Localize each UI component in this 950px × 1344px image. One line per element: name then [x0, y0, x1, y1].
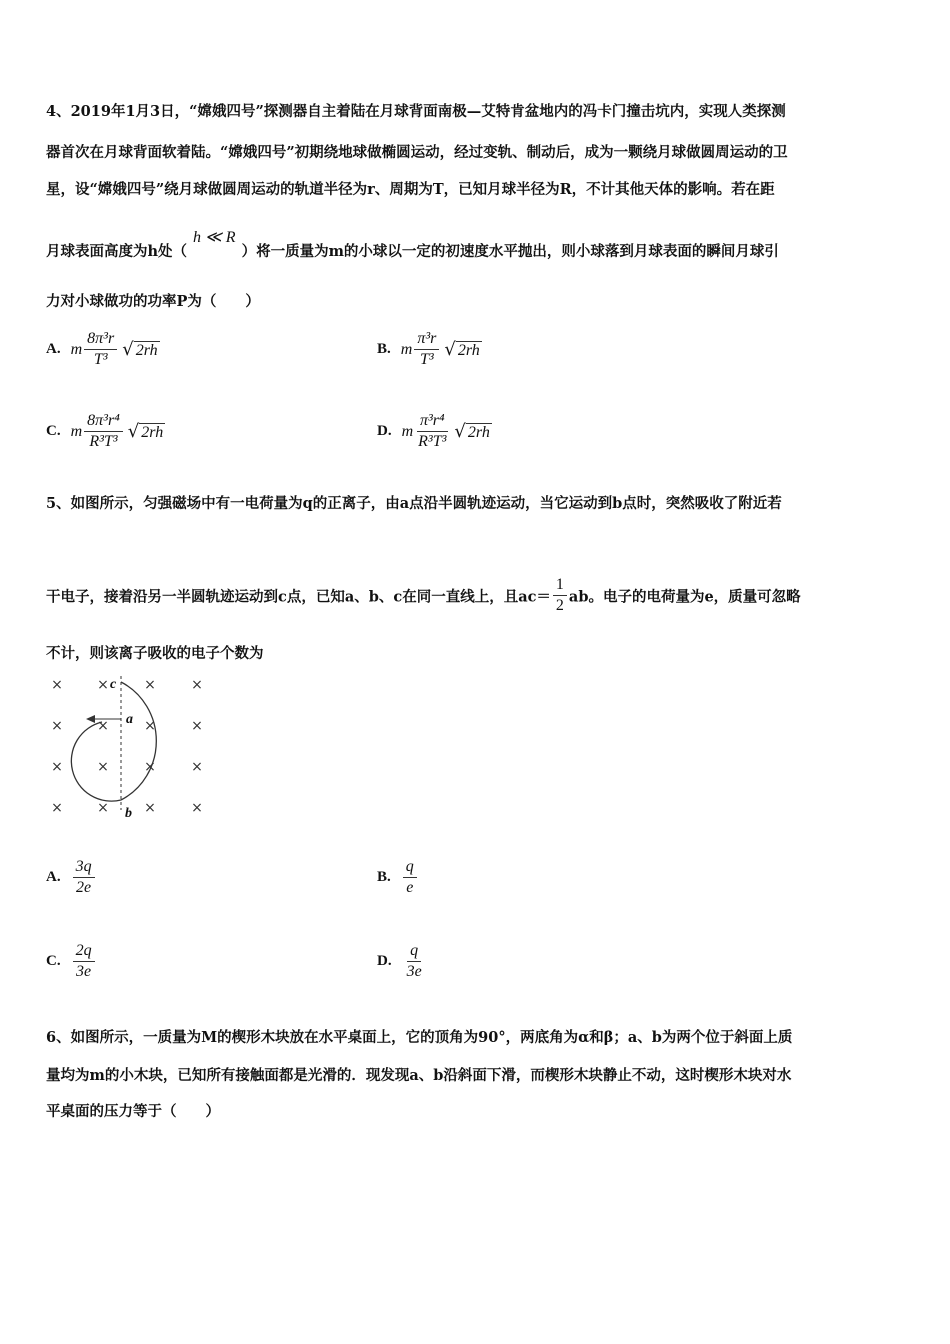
coef: m [401, 422, 414, 440]
q4-line-4 [46, 229, 779, 261]
field-cross: × [191, 759, 203, 775]
option-letter: B. [377, 869, 391, 885]
option-letter: D. [377, 423, 392, 439]
arrow-head-icon [86, 715, 95, 723]
q4-option-b[interactable] [377, 330, 482, 369]
q4-line-1: 4、2019年1月3日，“嫦娥四号”探测器自主着陆在月球背面南极—艾特肯盆地内的冯卡门撞击坑内，实现人类探测 [46, 103, 786, 120]
option-letter: B. [377, 341, 391, 357]
field-cross: × [144, 718, 156, 734]
q5-line-2 [46, 578, 801, 617]
field-cross: × [51, 759, 63, 775]
q4-condition: h ≪ R [193, 229, 236, 246]
large-semicircle-path [121, 682, 156, 800]
field-cross: × [97, 718, 109, 734]
q6-line-2: 量均为m的小木块，已知所有接触面都是光滑的．现发现a、b沿斜面下滑，而楔形木块静止不动，这时楔形木块对水 [46, 1067, 792, 1084]
field-cross: × [51, 800, 63, 816]
sqrt: √ 2rh [444, 338, 480, 360]
q4-line-2: 器首次在月球背面软着陆。“嫦娥四号”初期绕地球做椭圆运动，经过变轨、制动后，成为一颗绕月球做圆周运动的卫 [46, 144, 788, 161]
sqrt: √ 2rh [127, 420, 164, 442]
label-a: a [126, 712, 133, 727]
field-cross: × [97, 759, 109, 775]
q5-line-1: 5、如图所示，匀强磁场中有一电荷量为q的正离子，由a点沿半圆轨迹运动，当它运动到b点时，突然吸收了附近若 [46, 495, 782, 512]
fraction: $\frac{\text{8π³r⁴}}{\text{R³T³}}$ [84, 412, 123, 451]
magnetic-field-diagram [40, 668, 220, 828]
field-cross: × [97, 677, 109, 693]
q4-line-4a: 月球表面高度为h处（ [46, 243, 188, 260]
fraction: $\frac{q}{3e}$ [406, 942, 422, 980]
q5-option-c[interactable] [46, 942, 97, 981]
field-cross: × [51, 677, 63, 693]
field-cross: × [144, 800, 156, 816]
q4-option-d[interactable] [377, 412, 492, 451]
fraction: $\frac{3q}{2e}$ [73, 858, 95, 897]
field-cross: × [191, 677, 203, 693]
q6-line-1: 6、如图所示，一质量为M的楔形木块放在水平桌面上，它的顶角为90°，两底角为α和β；a、b为两个位于斜面上质 [46, 1029, 793, 1046]
fraction: $\frac{q}{e}$ [403, 858, 417, 897]
q4-option-a[interactable] [46, 330, 160, 369]
q5-option-a[interactable] [46, 858, 97, 897]
field-cross: × [191, 718, 203, 734]
q5-option-d[interactable] [377, 942, 427, 981]
option-letter: C. [46, 953, 61, 969]
field-cross: × [51, 718, 63, 734]
field-cross: × [144, 677, 156, 693]
field-cross: × [144, 759, 156, 775]
fraction: $\frac{2q}{3e}$ [73, 942, 95, 981]
sqrt: √ 2rh [454, 420, 490, 442]
q5-line-2b: ab。电子的电荷量为e，质量可忽略 [568, 588, 801, 606]
field-cross: × [191, 800, 203, 816]
option-letter: A. [46, 341, 61, 357]
q6-line-3: 平桌面的压力等于（ ） [46, 1103, 220, 1120]
option-letter: C. [46, 423, 61, 439]
q5-line-3: 不计，则该离子吸收的电子个数为 [46, 645, 264, 662]
sqrt: √ 2rh [122, 338, 158, 360]
coef: m [70, 422, 83, 440]
field-cross: × [97, 800, 109, 816]
q5-option-b[interactable] [377, 858, 419, 897]
q4-option-c[interactable] [46, 412, 165, 451]
q4-line-4b: ）将一质量为m的小球以一定的初速度水平抛出，则小球落到月球表面的瞬间月球引 [241, 243, 779, 260]
fraction: $\frac{\text{8π³r}}{\text{T³}}$ [84, 330, 117, 369]
half-fraction: $\frac{1}{2}$ [553, 576, 567, 615]
fraction: $\frac{\text{π³r}}{\text{T³}}$ [414, 330, 439, 369]
label-c: c [110, 677, 117, 692]
option-letter: A. [46, 869, 61, 885]
option-letter: D. [377, 953, 392, 969]
fraction: $\frac{\text{π³r⁴}}{\text{R³T³}}$ [418, 412, 447, 450]
label-b: b [125, 806, 132, 821]
q5-line-2a: 干电子，接着沿另一半圆轨迹运动到c点，已知a、b、c在同一直线上，且ac＝ [46, 588, 551, 606]
q4-line-3: 星，设“嫦娥四号”绕月球做圆周运动的轨道半径为r、周期为T，已知月球半径为R，不计其他天体的影响。若在距 [46, 181, 775, 198]
coef: m [70, 340, 83, 358]
q4-line-5: 力对小球做功的功率P为（ ） [46, 293, 260, 310]
coef: m [400, 340, 413, 358]
